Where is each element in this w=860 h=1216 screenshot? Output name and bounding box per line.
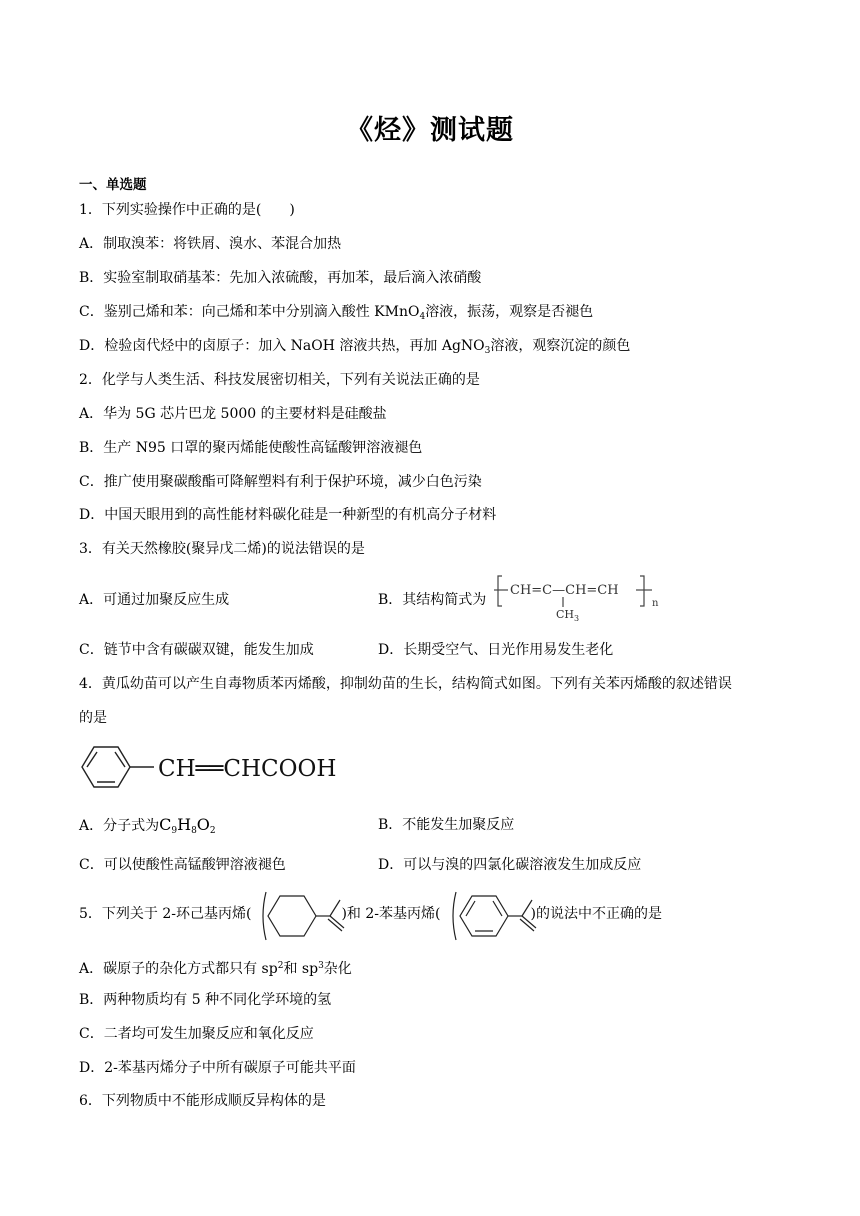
cyclohexyl-propene-structure [258,888,354,944]
repeat-n: n [652,598,659,609]
q3-option-a: A．可通过加聚反应生成 [79,592,230,608]
q5-option-a: A．碳原子的杂化方式都只有 $sp^2$和 $sp^3$杂化 [79,961,352,977]
q2-option-c: C．推广使用聚碳酸酯可降解塑料有利于保护环境，减少白色污染 [79,474,482,490]
q4-stem-line2: 的是 [79,710,107,726]
q5-option-d: D．2-苯基丙烯分子中所有碳原子可能共平面 [79,1060,356,1076]
phenyl-propene-structure [450,888,550,944]
q3-option-b: B．其结构简式为 [378,592,487,608]
benzene-ring-icon [82,747,154,787]
q4-option-d: D．可以与溴的四氯化碳溶液发生加成反应 [378,857,642,873]
q4-option-a: A．分子式为$C_9H_8O_2$ [79,815,216,836]
q2-stem: 2．化学与人类生活、科技发展密切相关，下列有关说法正确的是 [79,372,480,388]
q2-option-a: A．华为 5G 芯片巴龙 5000 的主要材料是硅酸盐 [79,406,387,422]
section-heading: 一、单选题 [79,177,147,193]
q5-option-b: B．两种物质均有 5 种不同化学环境的氢 [79,992,332,1008]
q6-stem: 6．下列物质中不能形成顺反异构体的是 [79,1093,326,1109]
q4-option-c: C．可以使酸性高锰酸钾溶液褪色 [79,857,286,873]
q2-option-d: D．中国天眼用到的高性能材料碳化硅是一种新型的有机高分子材料 [79,507,497,523]
q1-stem: 1．下列实验操作中正确的是( ) [79,202,295,218]
polyisoprene-structure [494,572,664,624]
polymer-backbone: CH=C—CH=CH [510,583,619,598]
q2-option-b: B．生产 N95 口罩的聚丙烯能使酸性高锰酸钾溶液褪色 [79,440,423,456]
cinnamic-side-chain: CH══CHCOOH [158,756,337,782]
q1-option-a: A．制取溴苯：将铁屑、溴水、苯混合加热 [79,236,342,252]
q5-stem: 5．下列关于 2-环己基丙烯( )和 2-苯基丙烯( )的说法中不正确的是 [79,906,662,922]
cinnamic-acid-structure [78,740,358,796]
q1-option-c: C．鉴别己烯和苯：向己烯和苯中分别滴入酸性 KMnO$_4$溶液，振荡，观察是否褪色 [79,304,594,322]
molecular-formula: $C_9H_8O_2$ [159,815,216,836]
methyl-group: $CH_3$ [556,608,580,623]
q3-stem: 3．有关天然橡胶(聚异戊二烯)的说法错误的是 [79,541,365,557]
q3-option-c: C．链节中含有碳碳双键，能发生加成 [79,642,314,658]
page-title: 《烃》测试题 [346,115,514,146]
q1-option-d: D．检验卤代烃中的卤原子：加入 NaOH 溶液共热，再加 AgNO$_3$溶液，观察沉淀的颜色 [79,338,631,356]
q3-option-d: D．长期受空气、日光作用易发生老化 [378,642,614,658]
q1-option-b: B．实验室制取硝基苯：先加入浓硫酸，再加苯，最后滴入浓硝酸 [79,270,482,286]
q5-option-c: C．二者均可发生加聚反应和氧化反应 [79,1026,314,1042]
q4-option-b: B．不能发生加聚反应 [378,817,515,833]
q4-stem-line1: 4．黄瓜幼苗可以产生自毒物质苯丙烯酸，抑制幼苗的生长，结构简式如图。下列有关苯丙烯酸的叙述错误 [79,676,732,692]
